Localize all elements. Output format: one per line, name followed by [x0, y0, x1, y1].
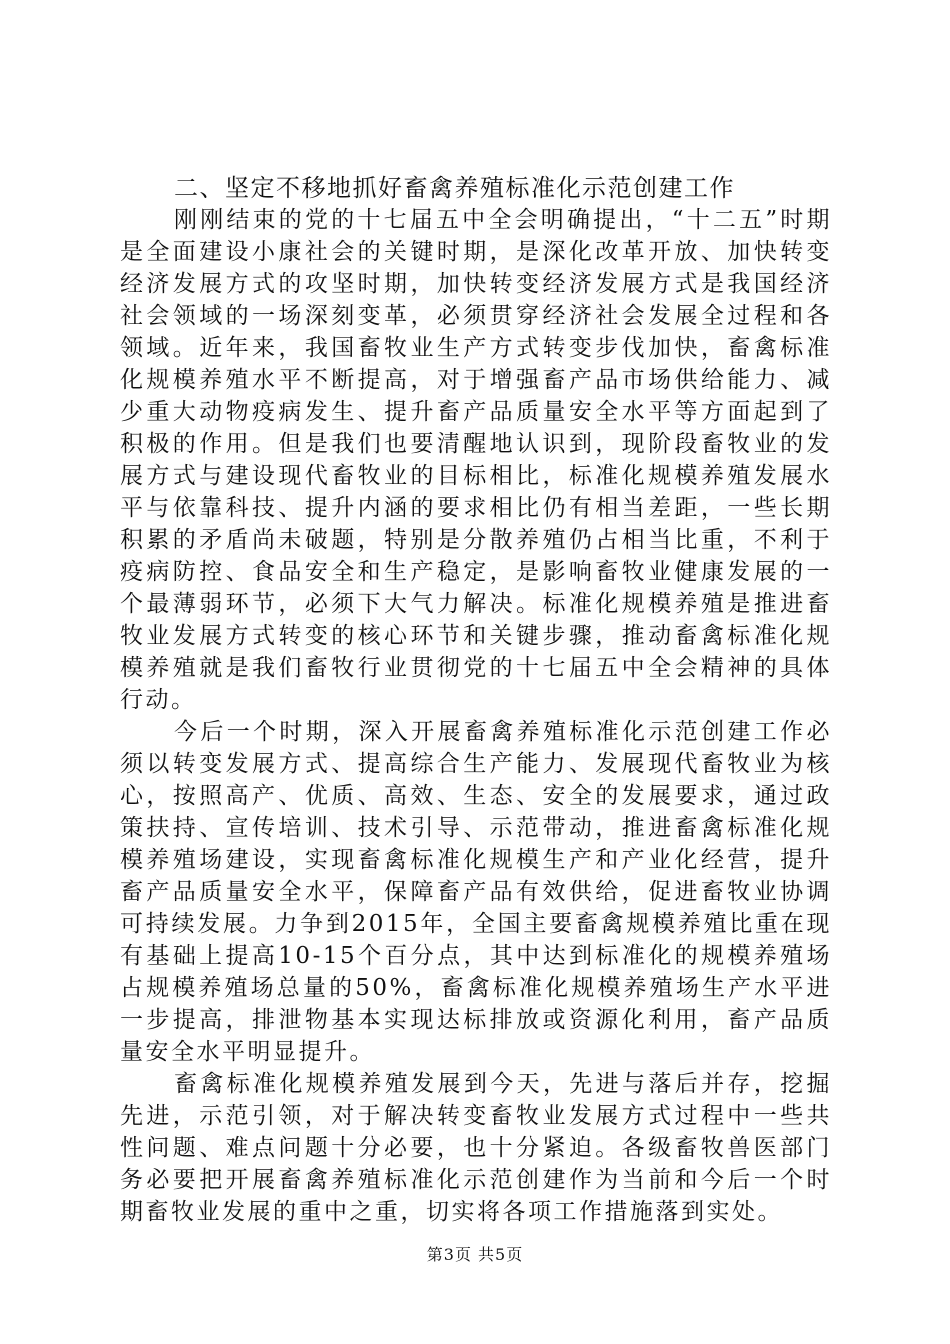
paragraph-1: 刚刚结束的党的十七届五中全会明确提出，“十二五”时期是全面建设小康社会的关键时期，是深化改革开放、加快转变经济发展方式的攻坚时期，加快转变经济发展方式是我国经济社会领域的一场深刻变革，必须贯穿经济社会发展全过程和各领域。近年来，我国畜牧业生产方式转变步伐加快，畜禽标准化规模养殖水平不断提高，对于增强畜产品市场供给能力、减少重大动物疫病发生、提升畜产品质量安全水平等方面起到了积极的作用。但是我们也要清醒地认识到，现阶段畜牧业的发展方式与建设现代畜牧业的目标相比，标准化规模养殖发展水平与依靠科技、提升内涵的要求相比仍有相当差距，一些长期积累的矛盾尚未破题，特别是分散养殖仍占相当比重，不利于疫病防控、食品安全和生产稳定，是影响畜牧业健康发展的一个最薄弱环节，必须下大气力解决。标准化规模养殖是推进畜牧业发展方式转变的核心环节和关键步骤，推动畜禽标准化规模养殖就是我们畜牧行业贯彻党的十七届五中全会精神的具体行动。: [120, 207, 832, 713]
paragraph-2: 今后一个时期，深入开展畜禽养殖标准化示范创建工作必须以转变发展方式、提高综合生产能力、发展现代畜牧业为核心，按照高产、优质、高效、生态、安全的发展要求，通过政策扶持、宣传培训、技术引导、示范带动，推进畜禽标准化规模养殖场建设，实现畜禽标准化规模生产和产业化经营，提升畜产品质量安全水平，保障畜产品有效供给，促进畜牧业协调可持续发展。力争到2015年，全国主要畜禽规模养殖比重在现有基础上提高10-15个百分点，其中达到标准化的规模养殖场占规模养殖场总量的50%，畜禽标准化规模养殖场生产水平进一步提高，排泄物基本实现达标排放或资源化利用，畜产品质量安全水平明显提升。: [120, 719, 832, 1065]
document-body: [120, 172, 832, 1228]
paragraph-3: 畜禽标准化规模养殖发展到今天，先进与落后并存，挖掘先进，示范引领，对于解决转变畜牧业发展方式过程中一些共性问题、难点问题十分必要，也十分紧迫。各级畜牧兽医部门务必要把开展畜禽养殖标准化示范创建作为当前和今后一个时期畜牧业发展的重中之重，切实将各项工作措施落到实处。: [120, 1071, 832, 1225]
page-number-footer: 第3页 共5页: [426, 1245, 524, 1264]
section-heading: 二、坚定不移地抓好畜禽养殖标准化示范创建工作: [174, 174, 735, 202]
